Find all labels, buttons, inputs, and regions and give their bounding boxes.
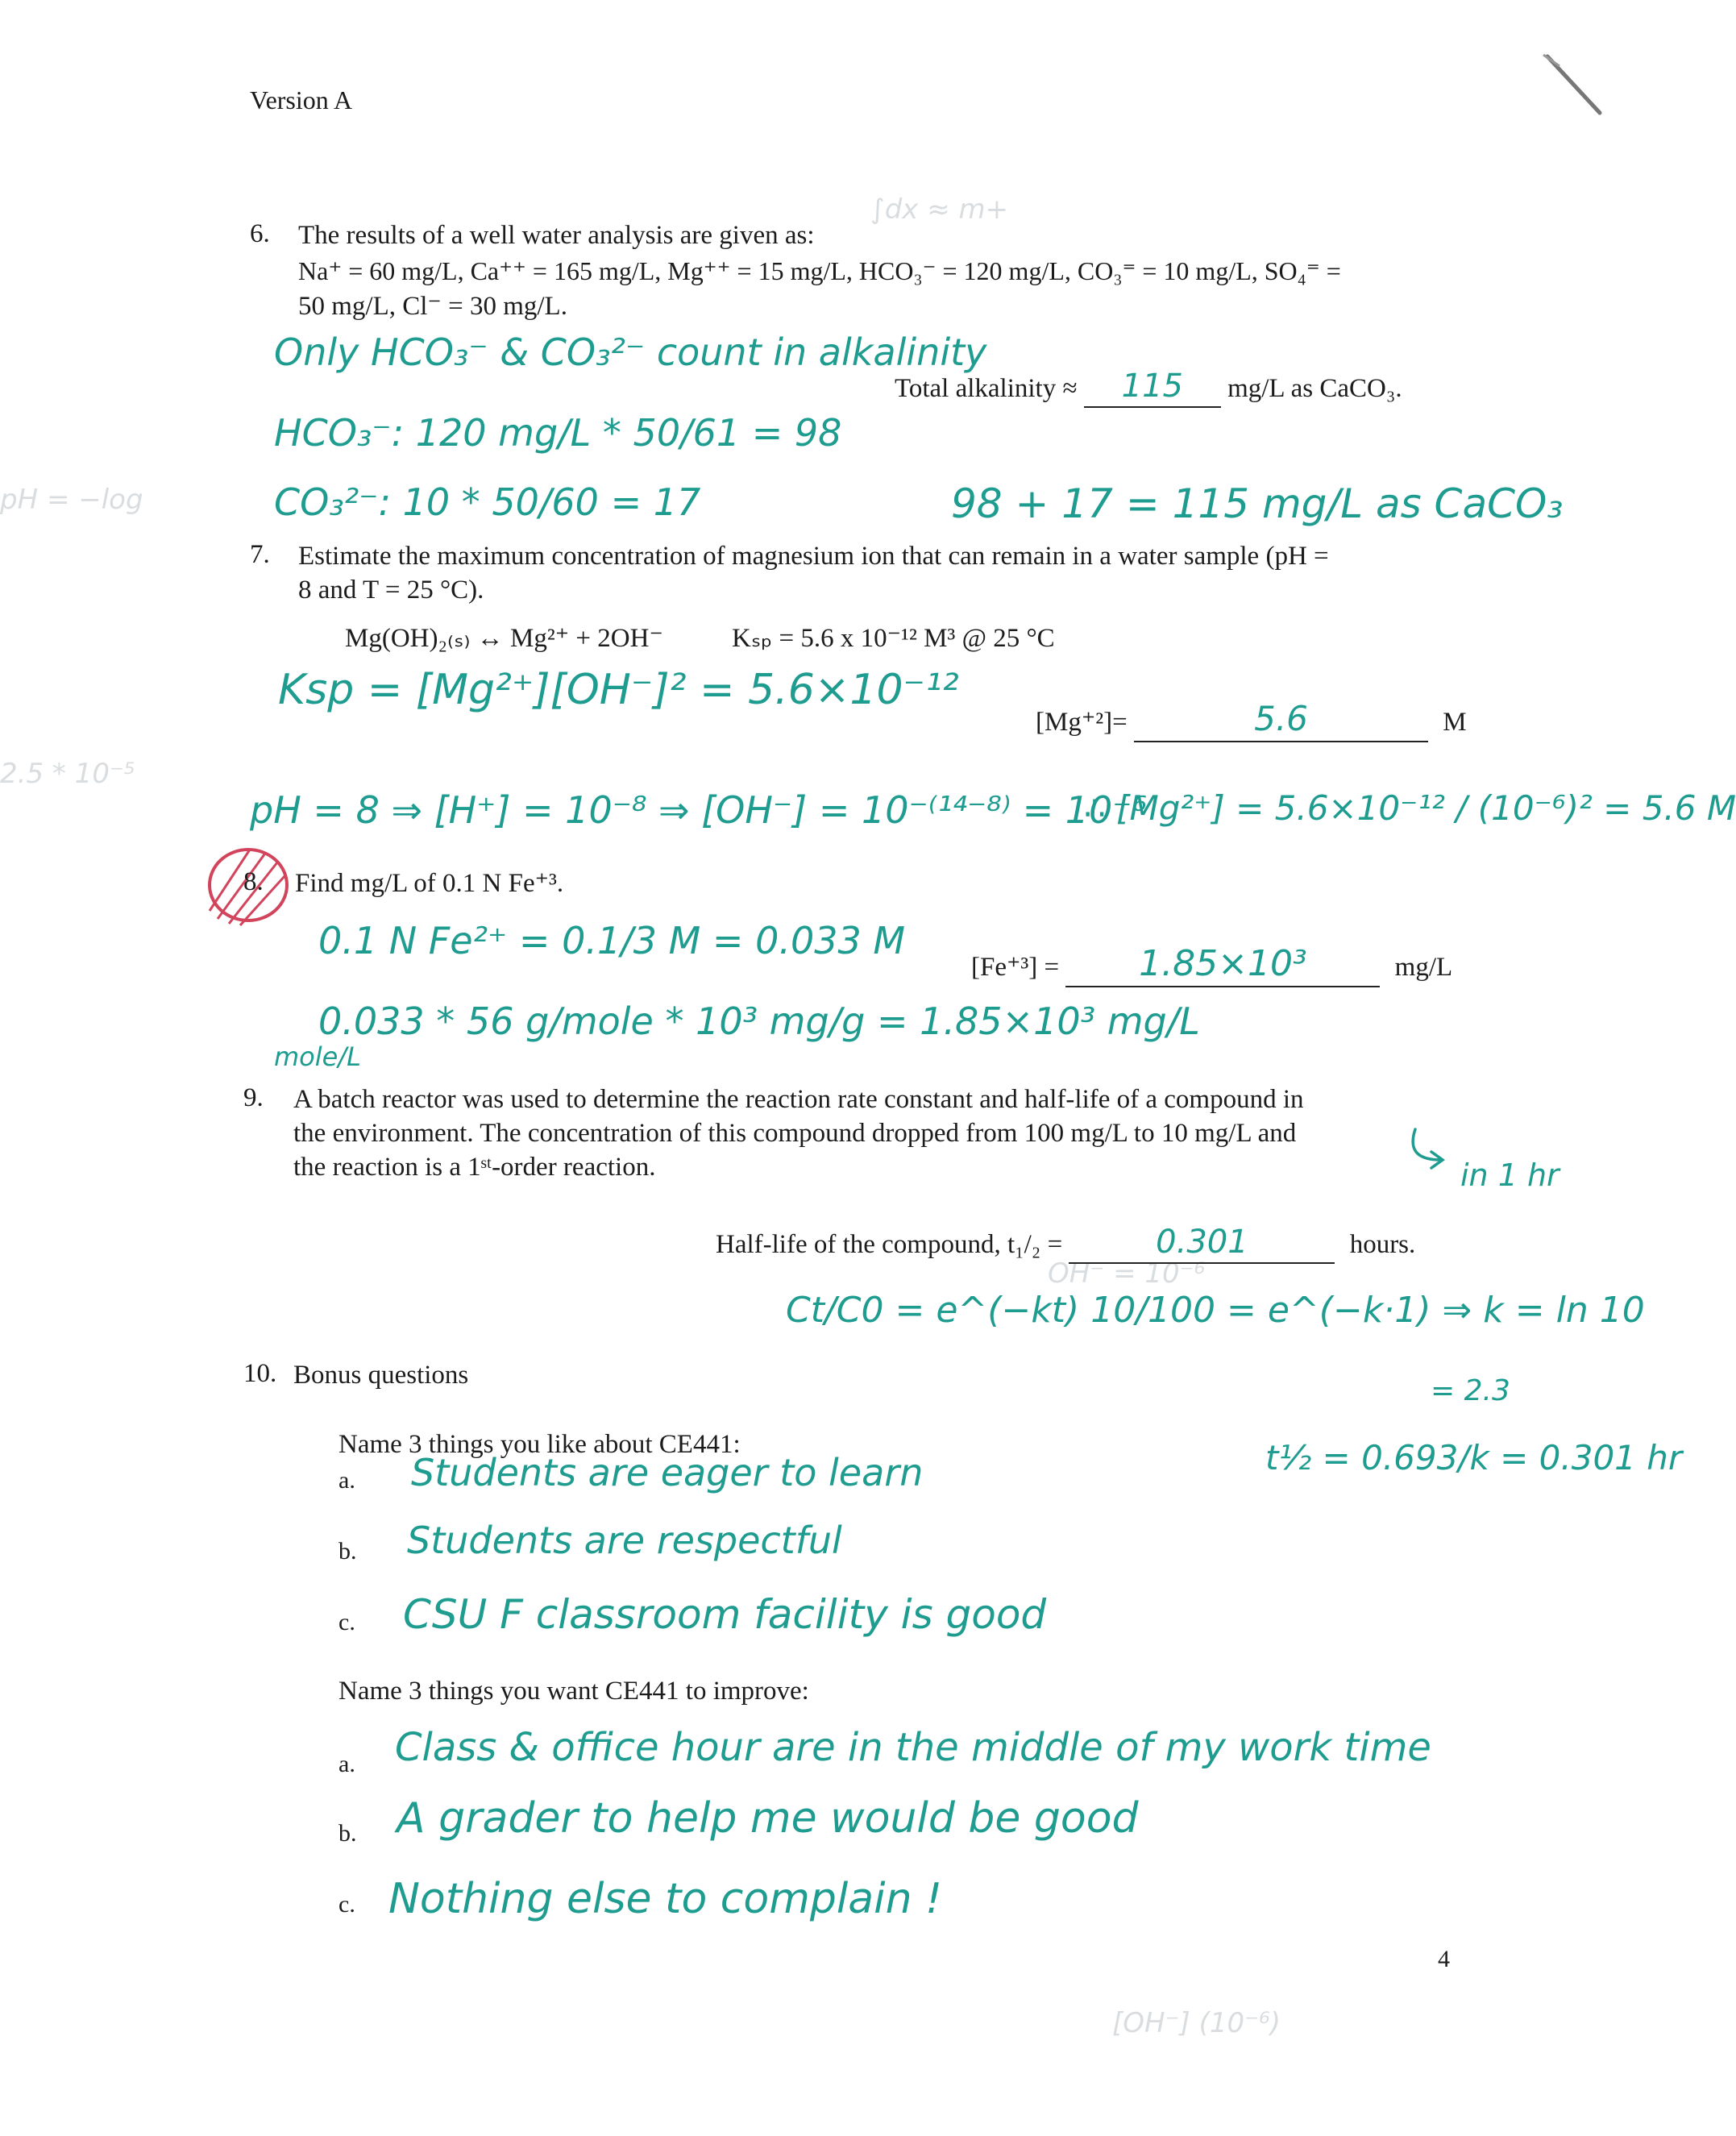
q9-arrow xyxy=(1404,1124,1460,1181)
q8-answer xyxy=(971,941,1452,987)
q10-number: 10. xyxy=(243,1359,277,1388)
q9-number: 9. xyxy=(243,1083,264,1112)
corner-mark xyxy=(1535,48,1616,121)
q8-answer-unit: mg/L xyxy=(1394,953,1453,982)
q7-work-line2: pH = 8 ⇒ [H⁺] = 10⁻⁸ ⇒ [OH⁻] = 10⁻⁽¹⁴⁻⁸⁾ = 10⁻⁶ xyxy=(250,788,1148,832)
q9-work-line3: t½ = 0.693/k = 0.301 hr xyxy=(1265,1438,1683,1477)
q10-improve-b-answer: A grader to help me would be good xyxy=(397,1794,1139,1843)
q7-work-line3: ∴ [Mg²⁺] = 5.6×10⁻¹² / (10⁻⁶)² = 5.6 M xyxy=(1084,788,1736,828)
bleed-through-text: 2.5 * 10⁻⁵ xyxy=(0,758,135,790)
q10-like-c-letter: c. xyxy=(338,1609,355,1635)
q10-like-prompt: Name 3 things you like about CE441: xyxy=(338,1430,741,1459)
q10-like-b-letter: b. xyxy=(338,1538,357,1565)
q10-like-a-answer: Students are eager to learn xyxy=(411,1451,924,1494)
q9-text-line3: the reaction is a 1ˢᵗ-order reaction. xyxy=(293,1153,656,1182)
bleed-through-text: [OH⁻] (10⁻⁶) xyxy=(1112,2007,1281,2039)
q7-answer-label: [Mg⁺²]= xyxy=(1036,708,1128,737)
q8-work-margin: mole/L xyxy=(274,1041,361,1072)
bleed-through-text: OH⁻ = 10⁻⁶ xyxy=(1048,1257,1206,1290)
q6-answer-value: 115 xyxy=(1121,368,1184,405)
bleed-through-text: pH = −log xyxy=(0,484,143,516)
q8-text: Find mg/L of 0.1 N Fe⁺³. xyxy=(295,869,564,898)
q10-improve-c-letter: c. xyxy=(338,1891,355,1918)
q6-work-note: Only HCO₃⁻ & CO₃²⁻ count in alkalinity xyxy=(274,330,987,374)
q10-improve-prompt: Name 3 things you want CE441 to improve: xyxy=(338,1677,809,1706)
q9-text-line2: the environment. The concentration of this compound dropped from 100 mg/L to 10 mg/L and xyxy=(293,1119,1297,1148)
q6-text-line1: The results of a well water analysis are given as: xyxy=(298,221,815,250)
q7-text-line2: 8 and T = 25 °C). xyxy=(298,576,484,605)
q6-work-line2: CO₃²⁻: 10 * 50/60 = 17 xyxy=(274,480,701,524)
q10-like-b-answer: Students are respectful xyxy=(407,1519,842,1562)
q10-improve-b-letter: b. xyxy=(338,1820,357,1847)
bleed-through-text: ∫dx ≈ m+ xyxy=(870,193,1009,226)
q9-margin-note: in 1 hr xyxy=(1460,1157,1559,1193)
q9-answer-label: Half-life of the compound, t₁/₂ = xyxy=(716,1230,1063,1259)
q7-number: 7. xyxy=(250,540,270,569)
q9-answer-unit: hours. xyxy=(1349,1230,1416,1259)
page-number: 4 xyxy=(1438,1946,1450,1972)
q7-answer-unit: M xyxy=(1443,708,1467,737)
q6-answer xyxy=(895,366,1402,408)
q7-work-line1: Ksp = [Mg²⁺][OH⁻]² = 5.6×10⁻¹² xyxy=(278,666,959,714)
q10-improve-c-answer: Nothing else to complain ! xyxy=(388,1875,942,1923)
q6-answer-unit: mg/L as CaCO₃. xyxy=(1227,374,1402,403)
q10-improve-a-letter: a. xyxy=(338,1751,355,1777)
q6-text-line2: Na⁺ = 60 mg/L, Ca⁺⁺ = 165 mg/L, Mg⁺⁺ = 15 mg/L, HCO₃⁻ = 120 mg/L, CO₃⁼ = 10 mg/L, SO₄⁼ = xyxy=(298,256,1341,285)
q8-number: 8. xyxy=(243,867,264,896)
q7-answer-value: 5.6 xyxy=(1254,699,1308,738)
q10-like-a-letter: a. xyxy=(338,1467,355,1494)
q9-answer-blank xyxy=(1069,1222,1335,1264)
q9-work-line2: = 2.3 xyxy=(1431,1374,1510,1407)
q6-work-line1: HCO₃⁻: 120 mg/L * 50/61 = 98 xyxy=(274,411,842,455)
version-label: Version A xyxy=(250,85,353,114)
q8-work-line1: 0.1 N Fe²⁺ = 0.1/3 M = 0.033 M xyxy=(318,919,906,962)
q10-title: Bonus questions xyxy=(293,1361,469,1390)
q7-reaction: Mg(OH)₂₍ₛ₎ ↔ Mg²⁺ + 2OH⁻ xyxy=(345,624,663,653)
q9-answer xyxy=(716,1222,1415,1264)
q8-answer-label: [Fe⁺³] = xyxy=(971,953,1060,982)
q7-answer xyxy=(1036,698,1467,742)
q6-answer-blank xyxy=(1084,366,1221,408)
q10-improve-a-answer: Class & office hour are in the middle of my work time xyxy=(395,1725,1431,1770)
q7-answer-blank xyxy=(1134,698,1428,742)
q6-answer-label: Total alkalinity ≈ xyxy=(895,374,1078,403)
q9-work-line1: Ct/C0 = e^(−kt) 10/100 = e^(−k·1) ⇒ k = ln 10 xyxy=(786,1290,1645,1331)
q7-ksp: Kₛₚ = 5.6 x 10⁻¹² M³ @ 25 °C xyxy=(732,624,1055,653)
q9-answer-value: 0.301 xyxy=(1156,1224,1248,1261)
q8-work-line2: 0.033 * 56 g/mole * 10³ mg/g = 1.85×10³ mg/L xyxy=(318,999,1200,1043)
q9-text-line1: A batch reactor was used to determine the reaction rate constant and half-life of a compound in xyxy=(293,1085,1304,1114)
q6-work-line3: 98 + 17 = 115 mg/L as CaCO₃ xyxy=(951,480,1564,527)
q10-like-c-answer: CSU F classroom facility is good xyxy=(403,1591,1047,1638)
q7-text-line1: Estimate the maximum concentration of magnesium ion that can remain in a water sample (pH = xyxy=(298,542,1329,571)
q6-number: 6. xyxy=(250,219,270,248)
q6-text-line3: 50 mg/L, Cl⁻ = 30 mg/L. xyxy=(298,292,567,321)
q8-answer-value: 1.85×10³ xyxy=(1139,943,1307,984)
q8-answer-blank xyxy=(1065,941,1380,987)
